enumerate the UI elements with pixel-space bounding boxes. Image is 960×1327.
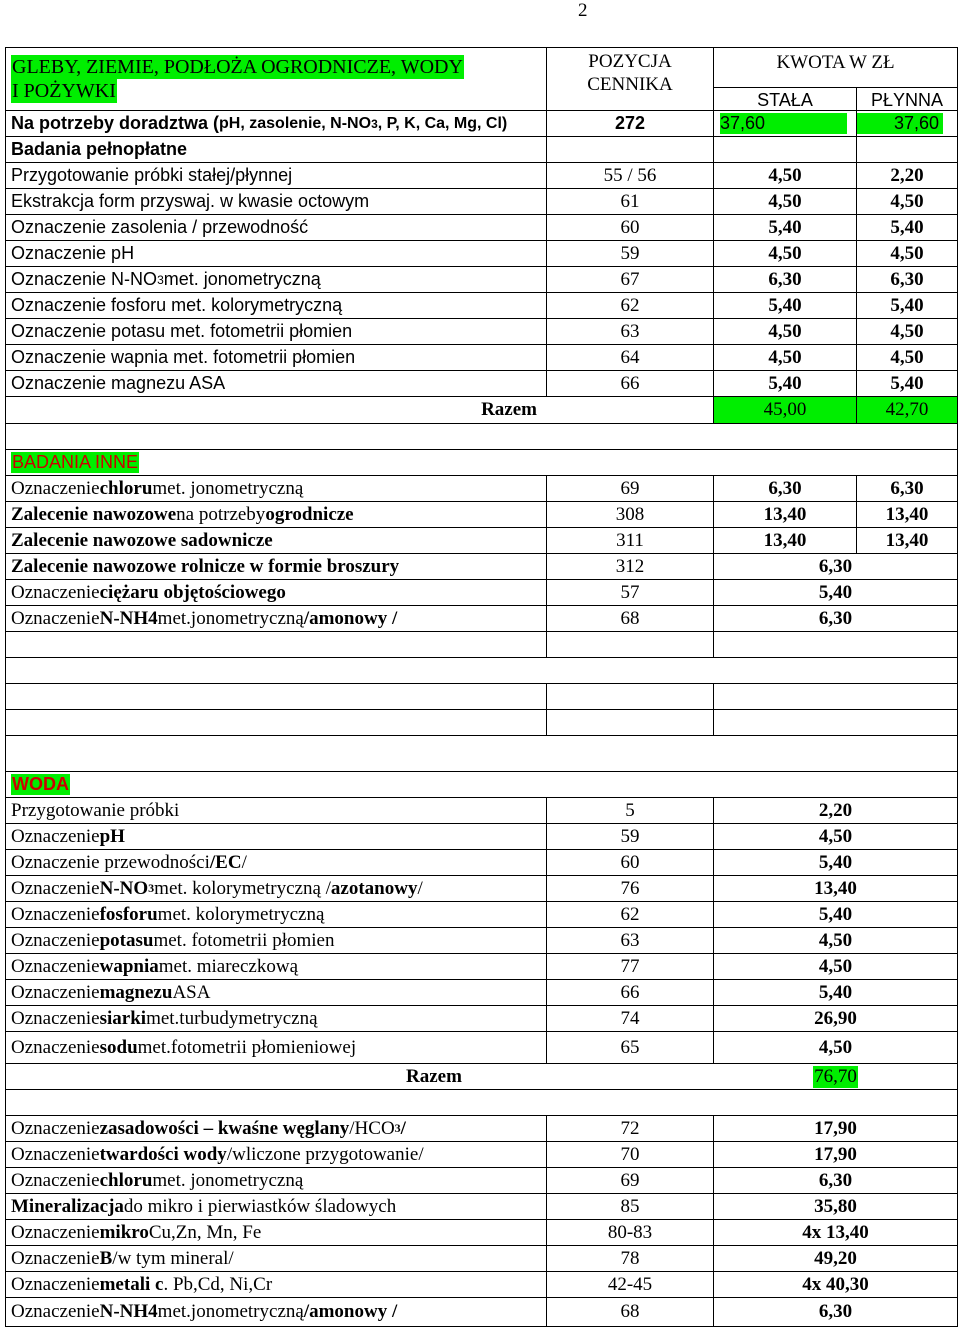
row-label-text: Oznaczenie magnezu ASA	[11, 373, 226, 393]
table-row	[5, 1168, 958, 1194]
row-label-part: Oznaczenie	[11, 581, 100, 603]
header-pozycja-cell	[547, 48, 714, 110]
row-pos: 63	[547, 319, 714, 344]
gleby-razem-stala: 45,00	[714, 397, 857, 423]
row-stala: 4,50	[714, 163, 857, 188]
doradztwo-pos: 272	[547, 111, 714, 136]
row-label-part: /	[400, 1117, 406, 1139]
table-row	[5, 1116, 958, 1142]
row-pos: 66	[547, 980, 714, 1005]
row-value: 4,50	[714, 954, 958, 979]
row-label-part: met. fotometrii płomien	[153, 929, 335, 951]
row-label	[5, 1298, 547, 1326]
empty-row	[5, 710, 958, 736]
row-pos: 80-83	[547, 1220, 714, 1245]
spacer-row	[5, 736, 958, 772]
row-label-part: sodu	[99, 1036, 138, 1058]
table-row	[5, 798, 958, 824]
row-label-part: chloru	[99, 1169, 153, 1191]
table-header	[5, 47, 958, 111]
row-pos: 62	[547, 293, 714, 318]
table-row	[5, 476, 958, 502]
table-row	[5, 189, 958, 215]
row-label-part: met.fotometrii płomieniowej	[137, 1036, 357, 1058]
row-label-part: met.jonometryczną	[157, 1301, 304, 1322]
table-row	[5, 528, 958, 554]
row-label	[5, 215, 547, 240]
row-label-part: met. kolorymetryczną /	[154, 877, 331, 899]
row-label-part: met. miareczkową	[158, 955, 299, 977]
row-label-part: Oznaczenie	[11, 877, 100, 899]
row-label-part: potasu	[99, 929, 154, 951]
row-pos: 77	[547, 954, 714, 979]
row-label-part: N-NO	[99, 877, 149, 899]
table-row	[5, 850, 958, 876]
row-label-part: met. jonometryczną	[152, 477, 304, 499]
row-label-part: . Pb,Cd, Ni,Cr	[163, 1273, 273, 1295]
row-label-sub: 3	[148, 881, 155, 895]
row-label-part: Cu,Zn, Mn, Fe	[148, 1221, 262, 1243]
woda-razem-value: 76,70	[814, 1065, 857, 1087]
woda-razem-value-cell	[714, 1064, 958, 1089]
doradztwo-stala: 37,60	[720, 113, 847, 134]
row-value: 6,30	[714, 554, 958, 579]
section-pelnoplatne	[5, 137, 958, 163]
row-label-part: Oznaczenie	[11, 1221, 100, 1243]
row-pos: 59	[547, 824, 714, 849]
row-pos: 62	[547, 902, 714, 927]
row-stala: 5,40	[714, 293, 857, 318]
gleby-rows	[5, 163, 958, 397]
row-value: 17,90	[714, 1142, 958, 1167]
row-label-text: Ekstrakcja form przyswaj. w kwasie octowym	[11, 191, 370, 211]
row-label-part: Zalecenie nawozowe rolnicze w formie broszury	[11, 555, 400, 577]
row-label-sub: 3	[394, 1121, 401, 1135]
row-label	[5, 606, 547, 631]
row-label	[5, 371, 547, 396]
row-value: 5,40	[714, 902, 958, 927]
row-value: 49,20	[714, 1246, 958, 1271]
row-stala: 4,50	[714, 241, 857, 266]
section-inne-title: BADANIA INNE	[12, 452, 139, 472]
row-label-part: Mineralizacja	[11, 1195, 124, 1217]
row-stala: 4,50	[714, 345, 857, 370]
row-value: 13,40	[714, 876, 958, 901]
doradztwo-plynna-cell	[857, 111, 958, 136]
row-label-part: N-NH4	[99, 607, 158, 629]
row-stala: 4,50	[714, 189, 857, 214]
table-row	[5, 954, 958, 980]
row-value: 4,50	[714, 928, 958, 953]
table-row	[5, 824, 958, 850]
row-label-sub: 3	[157, 272, 164, 287]
table-row	[5, 1220, 958, 1246]
section-inne-cell	[5, 450, 547, 475]
row-label-part: Oznaczenie	[11, 981, 100, 1003]
row-label-part: Oznaczenie	[11, 1247, 100, 1269]
row-label	[5, 928, 547, 953]
gleby-razem-row	[5, 397, 958, 424]
row-label	[5, 850, 547, 875]
row-label-part: do mikro i pierwiastków śladowych	[123, 1195, 397, 1217]
doradztwo-stala-cell	[714, 111, 857, 136]
row-label-part: metali c	[99, 1273, 164, 1295]
row-label-part: B	[99, 1247, 113, 1269]
row-pos: 68	[547, 606, 714, 631]
row-plynna: 4,50	[857, 189, 958, 214]
row-label-part: zasadowości – kwaśne węglany	[99, 1117, 350, 1139]
spacer-row	[5, 424, 958, 450]
row-label	[5, 1220, 547, 1245]
table-row	[5, 902, 958, 928]
row-label-part: ogrodnicze	[265, 503, 354, 525]
table-row	[5, 319, 958, 345]
row-label	[5, 1246, 547, 1271]
row-label-text: Przygotowanie próbki stałej/płynnej	[11, 165, 293, 185]
row-label	[5, 980, 547, 1005]
table-row	[5, 1272, 958, 1298]
table-row	[5, 1194, 958, 1220]
row-label-part: pH	[99, 825, 125, 847]
header-title-line2: I POŻYWKI	[12, 80, 116, 102]
row-label-part: Oznaczenie	[11, 825, 100, 847]
empty-row	[5, 684, 958, 710]
table-row	[5, 215, 958, 241]
row-pos: 42-45	[547, 1272, 714, 1297]
row-label-part: Oznaczenie	[11, 955, 100, 977]
row-plynna: 13,40	[857, 528, 958, 553]
row-label	[5, 1116, 547, 1141]
row-pos: 69	[547, 1168, 714, 1193]
woda-razem-label: Razem	[5, 1064, 547, 1089]
woda-razem-row	[5, 1064, 958, 1090]
header-title-cell	[5, 48, 547, 110]
header-pozycja-line2: CENNIKA	[587, 74, 673, 95]
row-pos: 85	[547, 1194, 714, 1219]
row-label-part: met. jonometryczną	[152, 1169, 304, 1191]
row-pos: 70	[547, 1142, 714, 1167]
row-pos: 68	[547, 1298, 714, 1326]
gleby-razem-plynna: 42,70	[857, 397, 958, 423]
row-label	[5, 476, 547, 501]
table-row	[5, 241, 958, 267]
row-label	[5, 876, 547, 901]
row-pos: 60	[547, 850, 714, 875]
row-label	[5, 163, 547, 188]
row-value: 35,80	[714, 1194, 958, 1219]
doradztwo-plynna: 37,60	[857, 113, 943, 134]
row-stala: 4,50	[714, 319, 857, 344]
row-label	[5, 1272, 547, 1297]
row-pos: 65	[547, 1032, 714, 1063]
row-label	[5, 241, 547, 266]
row-label	[5, 798, 547, 823]
woda-extra-rows	[5, 1116, 958, 1327]
row-label-part: Oznaczenie	[11, 1301, 100, 1322]
row-value: 6,30	[714, 1168, 958, 1193]
doradztwo-row	[5, 111, 958, 137]
row-label-part: ASA	[172, 981, 211, 1003]
section-inne	[5, 450, 958, 476]
row-label-part: /amonowy /	[303, 1301, 398, 1322]
row-plynna: 13,40	[857, 502, 958, 527]
row-pos: 74	[547, 1006, 714, 1031]
table-row	[5, 580, 958, 606]
row-stala: 5,40	[714, 215, 857, 240]
row-label-part: /HCO	[349, 1117, 395, 1139]
row-plynna: 4,50	[857, 345, 958, 370]
row-label-part: /	[417, 877, 423, 899]
row-label-part: /EC	[209, 851, 242, 873]
row-value: 6,30	[714, 1298, 958, 1326]
row-label-part: /	[241, 851, 247, 873]
row-label	[5, 554, 547, 579]
header-plynna: PŁYNNA	[857, 88, 958, 112]
row-label-part: met.turbudymetryczną	[146, 1007, 318, 1029]
row-label	[5, 528, 547, 553]
row-value: 4,50	[714, 1032, 958, 1063]
section-woda-title: WODA	[12, 774, 69, 794]
row-value: 4x 13,40	[714, 1220, 958, 1245]
row-label-part: ciężaru objętościowego	[99, 581, 286, 603]
row-label	[5, 1168, 547, 1193]
row-label-text: Oznaczenie zasolenia / przewodność	[11, 217, 309, 237]
row-label-part: /w tym mineral/	[112, 1247, 234, 1269]
row-label-part: chloru	[99, 477, 153, 499]
row-label-part: wapnia	[99, 955, 159, 977]
row-label	[5, 1194, 547, 1219]
row-stala: 6,30	[714, 267, 857, 292]
header-stala: STAŁA	[714, 88, 857, 112]
row-value: 17,90	[714, 1116, 958, 1141]
row-plynna: 4,50	[857, 241, 958, 266]
row-plynna: 5,40	[857, 215, 958, 240]
table-row	[5, 267, 958, 293]
row-label	[5, 1142, 547, 1167]
header-pozycja-line1: POZYCJA	[588, 51, 672, 72]
row-pos: 61	[547, 189, 714, 214]
row-value: 5,40	[714, 580, 958, 605]
row-label	[5, 580, 547, 605]
row-label	[5, 824, 547, 849]
row-value: 5,40	[714, 850, 958, 875]
row-label-part: /amonowy /	[303, 607, 398, 629]
row-label-part: Zalecenie nawozowe	[11, 503, 177, 525]
section-woda-cell	[5, 772, 547, 797]
row-label	[5, 902, 547, 927]
row-stala: 13,40	[714, 528, 857, 553]
row-label-text: Oznaczenie pH	[11, 243, 135, 263]
row-pos: 5	[547, 798, 714, 823]
section-pelnoplatne-title: Badania pełnopłatne	[5, 137, 547, 162]
row-label-part: Zalecenie nawozowe sadownicze	[11, 529, 273, 551]
row-label	[5, 267, 547, 292]
header-title-line1: GLEBY, ZIEMIE, PODŁOŻA OGRODNICZE, WODY	[12, 56, 463, 78]
row-label-text: met. jonometryczną	[163, 269, 321, 289]
row-value: 5,40	[714, 980, 958, 1005]
row-label-part: Oznaczenie	[11, 1169, 100, 1191]
row-pos: 67	[547, 267, 714, 292]
table-row	[5, 163, 958, 189]
row-label-part: fosforu	[99, 903, 158, 925]
row-label-part: Oznaczenie	[11, 1273, 100, 1295]
header-kwota: KWOTA W ZŁ	[714, 48, 958, 88]
row-plynna: 4,50	[857, 319, 958, 344]
table-row	[5, 1246, 958, 1272]
inne-rows	[5, 476, 958, 632]
gleby-razem-label: Razem	[5, 397, 547, 423]
row-label-part: N-NH4	[99, 1301, 158, 1322]
row-label-text: Oznaczenie N-NO	[11, 269, 158, 289]
row-label	[5, 345, 547, 370]
row-label-text: Oznaczenie wapnia met. fotometrii płomien	[11, 347, 356, 367]
row-label-text: Oznaczenie potasu met. fotometrii płomien	[11, 321, 353, 341]
row-value: 6,30	[714, 606, 958, 631]
table-row	[5, 876, 958, 902]
row-plynna: 2,20	[857, 163, 958, 188]
row-stala: 6,30	[714, 476, 857, 501]
row-stala: 5,40	[714, 371, 857, 396]
row-value: 2,20	[714, 798, 958, 823]
row-plynna: 5,40	[857, 293, 958, 318]
row-label-part: na potrzeby	[176, 503, 266, 525]
table-row	[5, 606, 958, 632]
page-number: 2	[578, 0, 588, 21]
table-row	[5, 928, 958, 954]
row-stala: 13,40	[714, 502, 857, 527]
row-label-text: Oznaczenie fosforu met. kolorymetryczną	[11, 295, 343, 315]
row-pos: 60	[547, 215, 714, 240]
woda-rows	[5, 798, 958, 1064]
empty-row	[5, 632, 958, 658]
row-label-part: Oznaczenie	[11, 1036, 100, 1058]
row-label-part: Oznaczenie	[11, 1007, 100, 1029]
row-label-part: Oznaczenie przewodności	[11, 851, 210, 873]
row-pos: 312	[547, 554, 714, 579]
row-label-part: mikro	[99, 1221, 149, 1243]
row-pos: 63	[547, 928, 714, 953]
row-plynna: 6,30	[857, 267, 958, 292]
row-pos: 57	[547, 580, 714, 605]
row-label	[5, 954, 547, 979]
row-pos: 59	[547, 241, 714, 266]
table-row	[5, 502, 958, 528]
row-pos: 72	[547, 1116, 714, 1141]
row-pos: 76	[547, 876, 714, 901]
row-label-part: azotanowy	[330, 877, 418, 899]
price-table	[5, 47, 958, 1327]
doradztwo-label: Na potrzeby doradztwa ( pH, zasolenie, N-NO 3 , P, K, Ca, Mg, Cl)	[5, 111, 547, 136]
row-label-part: Oznaczenie	[11, 1143, 100, 1165]
row-value: 4x 40,30	[714, 1272, 958, 1297]
row-label-part: Oznaczenie	[11, 1117, 100, 1139]
table-row	[5, 554, 958, 580]
section-woda	[5, 772, 958, 798]
table-row	[5, 1142, 958, 1168]
row-label-part: twardości wody	[99, 1143, 227, 1165]
table-row	[5, 371, 958, 397]
row-label-part: siarki	[99, 1007, 147, 1029]
table-row	[5, 293, 958, 319]
row-plynna: 5,40	[857, 371, 958, 396]
row-pos: 311	[547, 528, 714, 553]
row-label-part: Oznaczenie	[11, 607, 100, 629]
row-label-part: /wliczone przygotowanie/	[226, 1143, 424, 1165]
table-row	[5, 345, 958, 371]
row-label-part: met.jonometryczną	[157, 607, 304, 629]
row-label-part: Oznaczenie	[11, 477, 100, 499]
row-label	[5, 502, 547, 527]
table-row	[5, 1032, 958, 1064]
empty-row	[5, 658, 958, 684]
row-pos: 308	[547, 502, 714, 527]
table-row	[5, 980, 958, 1006]
row-label-part: Przygotowanie próbki	[11, 799, 180, 821]
table-row	[5, 1006, 958, 1032]
row-label	[5, 189, 547, 214]
row-label	[5, 1032, 547, 1063]
row-pos: 78	[547, 1246, 714, 1271]
spacer-row	[5, 1090, 958, 1116]
row-plynna: 6,30	[857, 476, 958, 501]
row-value: 26,90	[714, 1006, 958, 1031]
table-row	[5, 1298, 958, 1327]
row-label-part: magnezu	[99, 981, 173, 1003]
row-pos: 66	[547, 371, 714, 396]
row-label	[5, 319, 547, 344]
row-label	[5, 1006, 547, 1031]
row-label	[5, 293, 547, 318]
row-pos: 69	[547, 476, 714, 501]
row-pos: 64	[547, 345, 714, 370]
row-pos: 55 / 56	[547, 163, 714, 188]
row-value: 4,50	[714, 824, 958, 849]
row-label-part: Oznaczenie	[11, 903, 100, 925]
row-label-part: met. kolorymetryczną	[157, 903, 325, 925]
row-label-part: Oznaczenie	[11, 929, 100, 951]
